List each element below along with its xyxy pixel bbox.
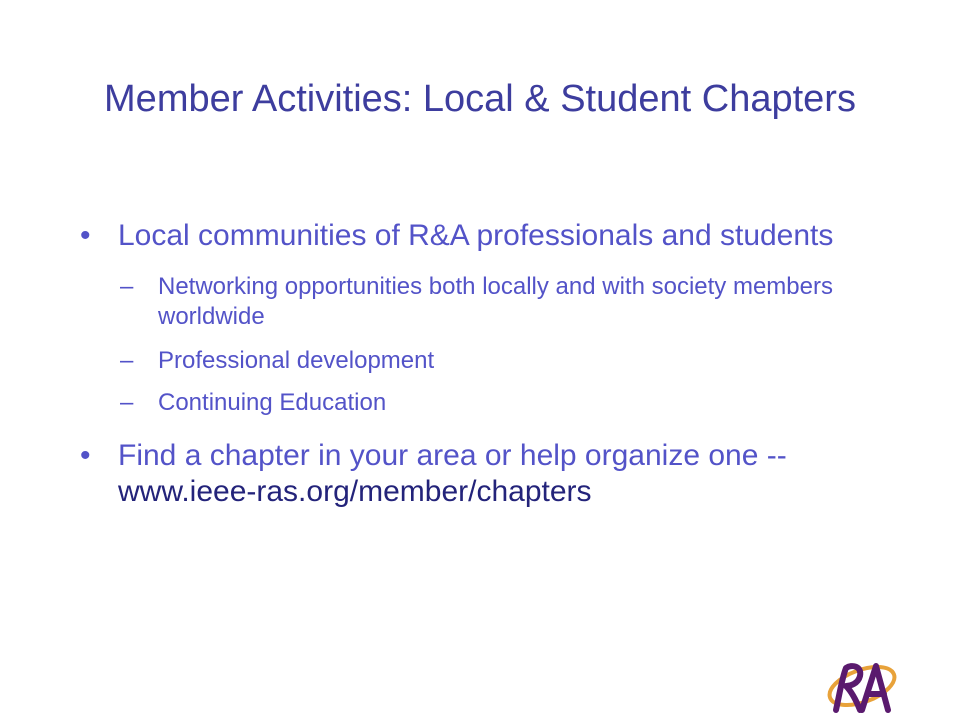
bullet-marker: • [80,439,91,472]
bullet-text: Find a chapter in your area or help organize one -- [118,439,787,472]
sub-bullet-item [120,272,880,332]
bullet-item [80,438,880,510]
sub-bullet-marker: – [120,389,134,416]
ras-logo-icon [822,652,902,720]
sub-bullet-marker: – [120,347,134,374]
sub-bullet-item [120,346,880,376]
slide-title: Member Activities: Local & Student Chapters [104,78,856,120]
sub-bullet-item [120,388,880,418]
chapters-link[interactable]: www.ieee-ras.org/member/chapters [118,475,592,508]
sub-bullet-marker: – [120,273,134,300]
bullet-list [80,218,880,510]
sub-bullet-text: Networking opportunities both locally and with society members worldwide [158,273,833,330]
sub-bullet-text: Continuing Education [158,389,387,416]
bullet-item [80,218,880,254]
sub-bullet-text: Professional development [158,347,435,374]
bullet-text: Local communities of R&A professionals and students [118,219,834,252]
bullet-marker: • [80,219,91,252]
